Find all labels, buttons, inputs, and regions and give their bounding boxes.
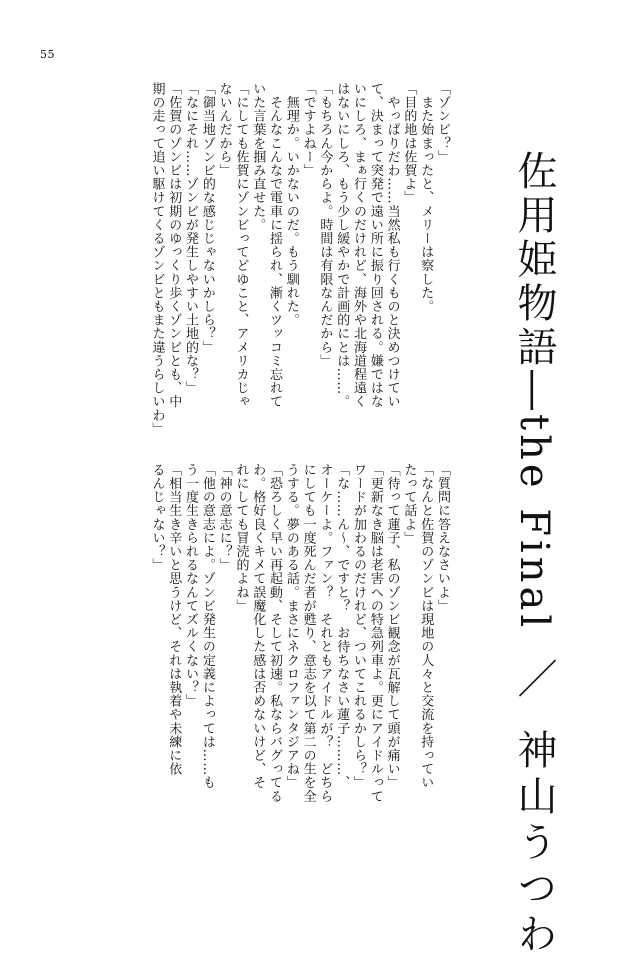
text-line: 「更新なき脳は老害への特急列車よ。更にアイドルって	[367, 463, 383, 803]
text-line: たって話よ」	[401, 463, 417, 545]
text-line: 「待って蓮子、私のゾンビ観念が瓦解して頭が痛い」	[384, 463, 400, 790]
text-line: 「佐賀のゾンビは初期のゆっくり歩くゾンビとも、中	[166, 82, 182, 409]
text-line: 「目的地は佐賀よ」	[401, 82, 417, 205]
text-line: 「にしても佐賀にゾンビってどゆこと、アメリカじゃ	[233, 82, 249, 409]
text-line: ワードが加わるのだけれど、ついてこれるかしら？」	[351, 463, 367, 790]
body-text-lower	[148, 463, 450, 848]
text-line: いにしろ、まぁ行くのだけれど、海外や北海道程遠く	[351, 82, 367, 409]
body-text-upper	[148, 82, 450, 436]
text-line: やっぱりだわ……当然私も行くものと決めつけてい	[384, 82, 400, 409]
text-line: うする。夢のある話。まさにネクロファンタジアね」	[283, 463, 299, 790]
text-line: 「恐ろしく早い再起動、そして初速。私ならバグってる	[267, 463, 283, 803]
text-line: 「ゾンビ？」	[435, 82, 450, 164]
text-line: 「ですよねー」	[300, 82, 316, 178]
text-line: はないにしろ、もう少し緩やかで計画的にとは……。	[334, 82, 350, 409]
text-line: オーケーよ。ファン？ それともアイドルが？ どちら	[317, 463, 333, 803]
text-line: 「なんと佐賀のゾンビは現地の人々と交流を持ってい	[418, 463, 434, 790]
text-line: 「な……ん〜、ですと？ お待ちなさい蓮子………、	[334, 463, 350, 790]
text-line: 「他の意志によ。ゾンビ発生の定義によっては……も	[199, 463, 215, 790]
title-separator: ／	[511, 657, 557, 702]
text-line: また始まったと、メリーは察した。	[418, 82, 434, 314]
text-line: 無理か。いかないのだ。もう馴れた。	[283, 82, 299, 327]
text-line: ないんだから」	[216, 82, 232, 178]
text-line: そんなこんなで電車に揺られ、漸くツッコミ忘れて	[267, 82, 283, 409]
text-line: れにしても冒涜的よね」	[233, 463, 249, 613]
text-line: 「質問に答えなさいよ」	[435, 463, 450, 613]
text-line: 「もちろん今からよ。時間は有限なんだから」	[317, 82, 333, 368]
title-block	[511, 150, 557, 959]
author-name: 神山うつわ	[511, 728, 557, 959]
text-line: う一度生きられるなんてズルくない？」	[183, 463, 199, 708]
page-number: 55	[40, 48, 55, 61]
story-title: 佐用姫物語―the Final	[511, 150, 557, 632]
text-line: 「御当地ゾンビ的な感じじゃないかしら？」	[199, 82, 215, 354]
text-line: 「相当生き辛いと思うけど、それは執着や未練に依	[166, 463, 182, 776]
text-line: わ。格好良くキメて誤魔化した感は否めないけど、そ	[250, 463, 266, 790]
text-line: 「なにそれ……ゾンビが発生しやすい土地的な？」	[183, 82, 199, 395]
text-line: にしても一度死んだ者が甦り、意志を以て第二の生を全	[300, 463, 316, 803]
text-line: 期の走って追い駆けてくるゾンビともまた違うらしいわ」	[149, 82, 165, 436]
text-line: 「神の意志に？」	[216, 463, 232, 572]
text-line: いた言葉を掴み直せた。	[250, 82, 266, 232]
text-line: て、決まって突発で遠い所に振り回される。嫌ではな	[367, 82, 383, 409]
text-line: るんじゃない？」	[149, 463, 165, 572]
